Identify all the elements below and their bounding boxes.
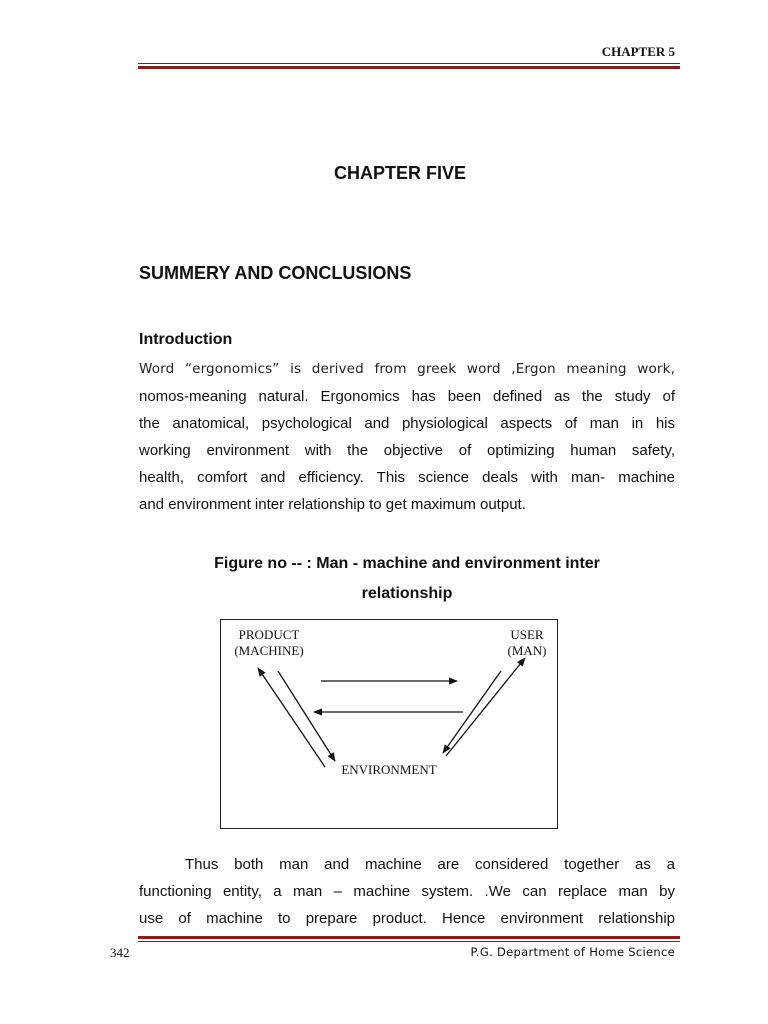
- intro-line: the anatomical, psychological and physiological aspects of man in his: [139, 415, 675, 432]
- closing-line: functioning entity, a man – machine system. .We can replace man by: [139, 883, 675, 900]
- figure-caption-line: Figure no -- : Man - machine and environment inter: [214, 555, 600, 572]
- arrow-machine-to-environment: [278, 671, 335, 761]
- chapter-title: CHAPTER FIVE: [333, 163, 466, 183]
- figure-caption: [139, 549, 675, 609]
- intro-line: working environment with the objective of optimizing human safety,: [139, 442, 675, 459]
- user-label-line: USER: [510, 627, 544, 642]
- environment-label: ENVIRONMENT: [341, 762, 437, 777]
- user-label-line: (MAN): [507, 643, 547, 658]
- section-title: SUMMERY AND CONCLUSIONS: [139, 263, 412, 283]
- footer-rule: [138, 936, 680, 942]
- closing-line: Thus both man and machine are considered together as a: [185, 856, 675, 873]
- intro-line: nomos-meaning natural. Ergonomics has been defined as the study of: [139, 388, 675, 405]
- product-label-line: PRODUCT: [238, 627, 300, 642]
- page-number: 342: [110, 945, 130, 960]
- header-rule: [138, 63, 680, 69]
- product-label-line: (MACHINE): [234, 643, 304, 658]
- arrow-environment-to-machine: [258, 668, 325, 767]
- intro-line: and environment inter relationship to get maximum output.: [139, 496, 526, 513]
- running-head: CHAPTER 5: [601, 44, 675, 59]
- subsection-title: Introduction: [139, 331, 233, 348]
- figure-caption-line: relationship: [361, 585, 453, 602]
- closing-line: use of machine to prepare product. Hence environment relationship: [139, 910, 675, 927]
- intro-line: health, comfort and efficiency. This science deals with man- machine: [139, 469, 675, 486]
- intro-line: Word “ergonomics” is derived from greek word ,Ergon meaning work,: [139, 361, 675, 377]
- arrow-environment-to-man: [446, 658, 525, 756]
- relationship-diagram: [220, 619, 558, 829]
- footer-department: P.G. Department of Home Science: [470, 945, 675, 959]
- intro-paragraph: [139, 356, 675, 518]
- closing-paragraph: [139, 851, 675, 932]
- diagram-arrows: [221, 620, 559, 830]
